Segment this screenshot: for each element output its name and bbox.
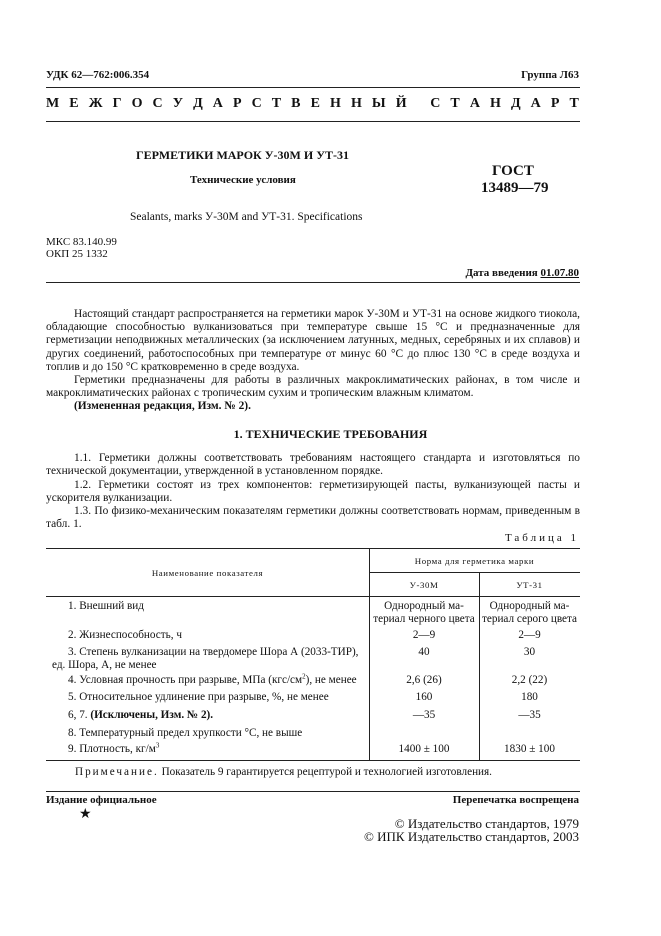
interstate-letter: Г xyxy=(112,96,122,111)
column-header-norm: Норма для герметика марки xyxy=(414,556,535,566)
interstate-letter: О xyxy=(131,96,143,111)
official-edition: Издание официальное xyxy=(46,794,157,806)
group-code: Группа Л63 xyxy=(521,69,579,81)
interstate-letter: М xyxy=(46,96,60,111)
row-4-name xyxy=(68,674,357,687)
row-5-u30m: 160 xyxy=(415,691,433,703)
interstate-word-gap xyxy=(417,95,421,113)
row-9-name-text: 9. Плотность, кг/м xyxy=(68,743,156,755)
row-2-u30m: 2—9 xyxy=(412,629,436,641)
document-subtitle: Технические условия xyxy=(190,174,296,186)
column-header-u30m: У-30М xyxy=(409,580,439,590)
udk-code: УДК 62—762:006.354 xyxy=(46,69,150,81)
scope-paragraph xyxy=(46,308,580,374)
scope-text: Настоящий стандарт распространяется на герметики марок У-30М и УТ-31 на основе жидкого тиокола, обладающие способностью вулканизоваться при температуре свыше 15 °С и предназначенные для герметизации неподвижных металлических (за исключением латунных, медных, серебряных и их сплавов) и других соединений, работоспособных при температуре от минус 60 °С до плюс 130 °С в среде воздуха и топлив и до 150 °С кратковременно в среде воздуха. xyxy=(46,308,580,373)
introduction-date xyxy=(465,267,579,281)
interstate-letter: Д xyxy=(510,96,521,111)
interstate-letter: В xyxy=(291,96,301,111)
interstate-letter: Н xyxy=(490,96,501,111)
row-6-7-number: 6, 7. xyxy=(68,709,88,721)
interstate-letter: А xyxy=(212,96,223,111)
interstate-letter: С xyxy=(430,96,441,111)
note-label: Примечание. xyxy=(75,766,159,778)
header-rule-2 xyxy=(46,121,580,122)
row-6-7-u30m: —35 xyxy=(412,709,436,721)
purpose-paragraph xyxy=(46,374,580,400)
row-5-name: 5. Относительное удлинение при разрыве, %, не менее xyxy=(68,691,329,703)
row-2-ut31: 2—9 xyxy=(518,629,541,641)
interstate-letter: С xyxy=(152,96,163,111)
interstate-letter: У xyxy=(172,96,183,111)
row-9-name-sup: 3 xyxy=(155,741,160,750)
copyright-2003: © ИПК Издательство стандартов, 2003 xyxy=(364,829,579,844)
interstate-letter: Й xyxy=(395,96,407,111)
table-caption: Таблица 1 xyxy=(504,532,579,544)
interstate-letter: А xyxy=(530,96,541,111)
section-heading: 1. ТЕХНИЧЕСКИЕ ТРЕБОВАНИЯ xyxy=(233,427,428,441)
interstate-letter: Д xyxy=(193,96,203,111)
title-rule xyxy=(46,282,580,283)
properties-table xyxy=(46,548,580,760)
interstate-letter: Н xyxy=(329,96,341,111)
star-icon: ★ xyxy=(79,807,92,822)
row-1-u30m-line1: Однородный ма- xyxy=(384,600,464,612)
reprint-prohibited: Перепечатка воспрещена xyxy=(452,794,579,806)
table-note xyxy=(75,765,492,779)
row-1-name: 1. Внешний вид xyxy=(68,600,144,612)
note-text: Показатель 9 гарантируется рецептурой и технологией изготовления. xyxy=(161,766,492,778)
row-1-u30m xyxy=(369,600,479,626)
column-header-indicator: Наименование показателя xyxy=(151,568,264,578)
row-6-7-name xyxy=(68,709,213,722)
okp-code: ОКП 25 1332 xyxy=(46,248,108,260)
introduction-date-value: 01.07.80 xyxy=(540,267,579,279)
header-rule xyxy=(46,87,580,88)
interstate-standard-heading xyxy=(46,95,579,113)
clause-1-2 xyxy=(46,479,580,505)
mks-code: МКС 83.140.99 xyxy=(46,236,117,248)
interstate-letter: Р xyxy=(232,96,242,111)
clause-1-1-text: 1.1. Герметики должны соответствовать требованиям настоящего стандарта и изготовляться по технической документации, утвержденной в установленном порядке. xyxy=(46,452,580,478)
interstate-letter: Т xyxy=(569,96,579,111)
row-1-ut31-line1: Однородный ма- xyxy=(489,600,570,612)
gost-number: 13489—79 xyxy=(481,180,549,196)
table-subheader-rule xyxy=(369,572,580,573)
table-bottom-rule xyxy=(46,760,580,761)
interstate-letter: Е xyxy=(69,96,79,111)
row-6-7-ut31: —35 xyxy=(518,709,541,721)
row-1-u30m-line2: териал черного цвета xyxy=(373,613,475,625)
row-3-name-line1: 3. Степень вулканизации на твердомере Шора А (2033-ТИР), xyxy=(68,646,359,658)
footer-rule xyxy=(46,791,580,792)
row-3-name xyxy=(68,646,358,659)
interstate-letter: А xyxy=(469,96,480,111)
amendment-text: (Измененная редакция, Изм. № 2). xyxy=(74,400,251,412)
interstate-letter: Ж xyxy=(88,96,103,111)
interstate-letter: Ы xyxy=(371,96,386,111)
interstate-letter: Т xyxy=(450,96,460,111)
row-4-name-sup: 2 xyxy=(302,672,306,681)
row-1-ut31-line2: териал серого цвета xyxy=(482,613,577,625)
row-3-u30m: 40 xyxy=(418,646,430,658)
row-3-ut31: 30 xyxy=(523,646,536,658)
interstate-letter: С xyxy=(251,96,262,111)
introduction-date-label: Дата введения xyxy=(465,267,538,279)
copyright-1979: © Издательство стандартов, 1979 xyxy=(394,816,579,831)
gost-label: ГОСТ xyxy=(492,163,534,179)
row-4-name-tail: ), не менее xyxy=(305,674,357,686)
row-8-name: 8. Температурный предел хрупкости °С, не выше xyxy=(68,727,303,739)
clause-1-3-text: 1.3. По физико-механическим показателям герметики должны соответствовать нормам, приведенным в табл. 1. xyxy=(46,505,580,531)
interstate-letter: Е xyxy=(310,96,320,111)
clause-1-3 xyxy=(46,505,580,531)
table-top-rule xyxy=(46,548,580,549)
table-header-rule xyxy=(46,596,580,597)
interstate-letter: Т xyxy=(271,96,282,111)
row-9-u30m: 1400 ± 100 xyxy=(398,743,450,755)
row-1-ut31 xyxy=(479,600,580,626)
clause-1-1 xyxy=(46,452,580,478)
row-5-ut31: 180 xyxy=(521,691,538,703)
row-4-name-text: 4. Условная прочность при разрыве, МПа (кгс/см xyxy=(68,674,303,686)
row-4-ut31: 2,2 (22) xyxy=(511,674,548,686)
row-2-name: 2. Жизнеспособность, ч xyxy=(68,629,182,641)
document-title: ГЕРМЕТИКИ МАРОК У-30М И УТ-31 xyxy=(136,148,349,162)
column-header-ut31: УТ-31 xyxy=(516,580,543,590)
amendment-note xyxy=(46,400,580,413)
row-4-u30m: 2,6 (26) xyxy=(406,674,442,686)
purpose-text: Герметики предназначены для работы в различных макроклиматических районах, в том числе и макроклиматических районах с тропическим сухим и тропическим влажным климатом. xyxy=(46,374,580,400)
english-title: Sealants, marks У-30М and УТ-31. Specifications xyxy=(130,211,363,223)
interstate-letter: Р xyxy=(550,96,560,111)
interstate-letter: Н xyxy=(350,96,362,111)
row-6-7-excluded: (Исключены, Изм. № 2). xyxy=(90,709,214,721)
row-3-name-cont: ед. Шора, А, не менее xyxy=(52,659,157,671)
row-9-name xyxy=(68,743,159,756)
clause-1-2-text: 1.2. Герметики состоят из трех компонентов: герметизирующей пасты, вулканизующей пасты и ускорителя вулканизации. xyxy=(46,479,580,505)
row-9-ut31: 1830 ± 100 xyxy=(504,743,555,755)
